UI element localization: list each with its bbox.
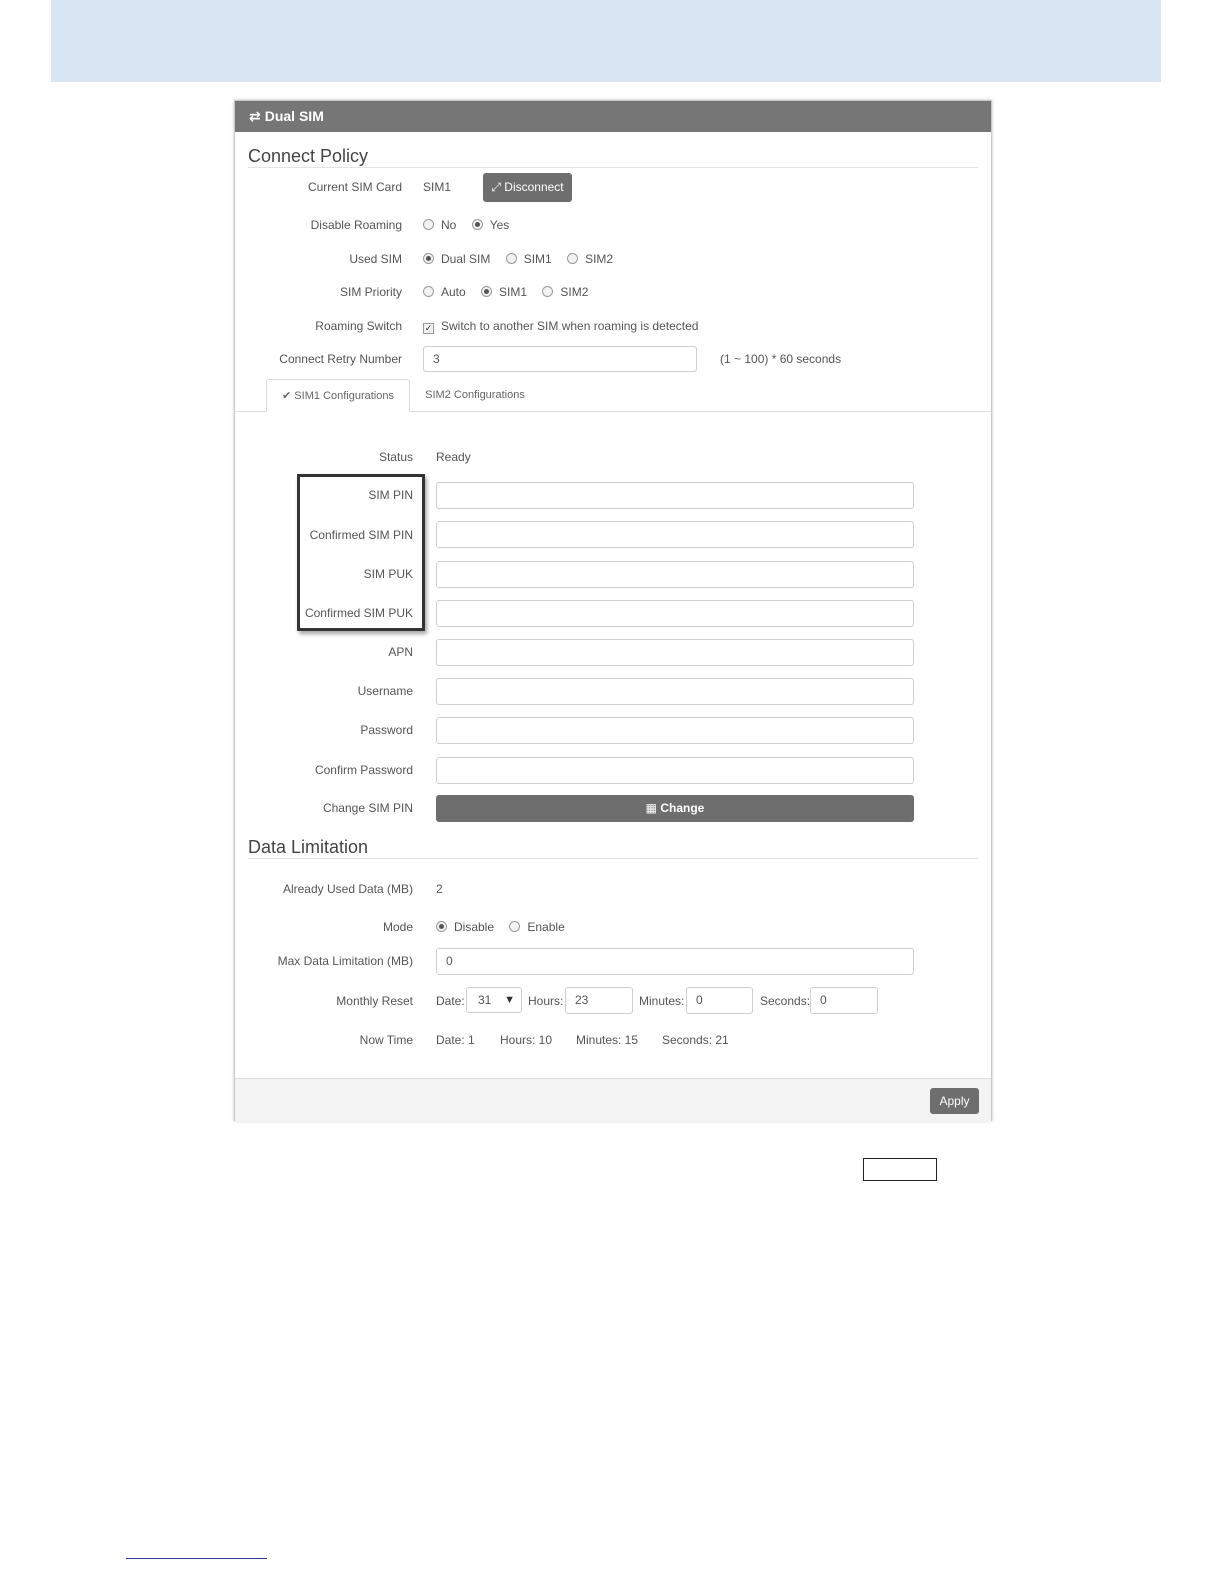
- mode-disable-option[interactable]: Disable: [436, 920, 494, 934]
- now-hours: Hours: 10: [500, 1033, 553, 1047]
- dropdown-arrow-icon: ▼: [504, 994, 515, 1006]
- sim-priority-options: [423, 285, 600, 299]
- radio-selected-icon[interactable]: [436, 921, 447, 932]
- reset-seconds-label: Seconds:: [760, 994, 811, 1008]
- apply-button[interactable]: Apply: [930, 1088, 979, 1114]
- radio-selected-icon[interactable]: [472, 219, 483, 230]
- data-limitation-title: Data Limitation: [248, 837, 369, 857]
- monthly-reset-label: Monthly Reset: [336, 994, 413, 1008]
- used-data-label: Already Used Data (MB): [282, 882, 413, 896]
- roaming-no-option[interactable]: No: [423, 218, 456, 232]
- retry-input[interactable]: 3: [423, 346, 697, 372]
- reset-minutes-label: Minutes:: [639, 994, 685, 1008]
- confirmed-sim-puk-label: Confirmed SIM PUK: [304, 606, 413, 620]
- priority-sim2-option[interactable]: SIM2: [542, 285, 588, 299]
- confirmed-sim-puk-input[interactable]: [436, 600, 914, 627]
- used-data-value: 2: [436, 882, 443, 896]
- radio-icon[interactable]: [423, 286, 434, 297]
- current-sim-label: Current SIM Card: [307, 180, 402, 194]
- sim-puk-label: SIM PUK: [363, 567, 413, 581]
- roaming-switch-option[interactable]: ✓ Switch to another SIM when roaming is detected: [424, 319, 699, 333]
- radio-selected-icon[interactable]: [423, 253, 434, 264]
- checkbox-checked-icon[interactable]: ✓: [424, 323, 433, 333]
- priority-auto-option[interactable]: Auto: [423, 285, 466, 299]
- apn-label: APN: [388, 645, 413, 659]
- password-label: Password: [360, 723, 413, 737]
- used-sim-label: Used SIM: [349, 252, 402, 266]
- reset-hours-label: Hours:: [528, 994, 564, 1008]
- priority-sim1-option[interactable]: SIM1: [481, 285, 527, 299]
- connect-policy-title: Connect Policy: [248, 146, 369, 166]
- tab-sim2-configurations[interactable]: SIM2 Configurations: [425, 389, 525, 401]
- footnote-line: [126, 1558, 267, 1559]
- apn-input[interactable]: [436, 639, 914, 666]
- reset-minutes-input[interactable]: 0: [686, 987, 753, 1014]
- mode-enable-option[interactable]: Enable: [509, 920, 564, 934]
- divider: [248, 167, 978, 168]
- reset-seconds-input[interactable]: 0: [810, 987, 878, 1014]
- status-value: Ready: [436, 450, 471, 464]
- reset-date-label: Date:: [436, 994, 465, 1008]
- tab-sim1-configurations[interactable]: ✔ SIM1 Configurations: [266, 379, 410, 412]
- now-time-label: Now Time: [359, 1033, 413, 1047]
- change-button[interactable]: ▦ Change: [436, 795, 914, 822]
- mode-options: [436, 920, 577, 934]
- radio-icon[interactable]: [506, 253, 517, 264]
- used-sim-options: [423, 252, 625, 266]
- status-label: Status: [378, 450, 413, 464]
- roaming-yes-option[interactable]: Yes: [472, 218, 510, 232]
- radio-icon[interactable]: [567, 253, 578, 264]
- change-sim-pin-label: Change SIM PIN: [322, 801, 413, 815]
- panel-footer: [235, 1078, 991, 1122]
- used-sim-dual-option[interactable]: Dual SIM: [423, 252, 490, 266]
- max-data-label: Max Data Limitation (MB): [277, 954, 413, 968]
- radio-selected-icon[interactable]: [481, 286, 492, 297]
- check-icon: ✔: [282, 390, 292, 402]
- radio-icon[interactable]: [423, 219, 434, 230]
- expand-arrows-icon: ⤢: [491, 180, 501, 194]
- dual-sim-panel: [234, 100, 992, 1121]
- sim-priority-label: SIM Priority: [339, 285, 402, 299]
- retry-label: Connect Retry Number: [279, 352, 402, 366]
- used-sim-sim2-option[interactable]: SIM2: [567, 252, 613, 266]
- username-label: Username: [357, 684, 413, 698]
- current-sim-value: SIM1: [423, 180, 452, 194]
- empty-box: [863, 1158, 937, 1181]
- mode-label: Mode: [382, 920, 413, 934]
- reset-hours-input[interactable]: 23: [565, 987, 633, 1014]
- pin-puk-highlight-box: [297, 474, 425, 631]
- disable-roaming-label: Disable Roaming: [310, 218, 402, 232]
- disable-roaming-options: [423, 218, 521, 232]
- username-input[interactable]: [436, 678, 914, 705]
- grid-icon: ▦: [645, 801, 657, 815]
- sim-pin-input[interactable]: [436, 482, 914, 509]
- now-date: Date: 1: [436, 1033, 475, 1047]
- max-data-input[interactable]: 0: [436, 948, 914, 975]
- confirm-password-input[interactable]: [436, 757, 914, 784]
- reset-date-select[interactable]: 31 ▼: [466, 987, 522, 1013]
- confirmed-sim-pin-label: Confirmed SIM PIN: [309, 528, 413, 542]
- roaming-switch-label: Roaming Switch: [315, 319, 402, 333]
- panel-header: [235, 101, 991, 132]
- password-input[interactable]: [436, 717, 914, 744]
- swap-arrows-icon: ⇄: [249, 108, 261, 124]
- now-seconds: Seconds: 21: [662, 1033, 729, 1047]
- confirmed-sim-pin-input[interactable]: [436, 521, 914, 548]
- disconnect-button[interactable]: ⤢ Disconnect: [483, 173, 572, 202]
- top-banner: [51, 0, 1161, 82]
- radio-icon[interactable]: [509, 921, 520, 932]
- retry-hint: (1 ~ 100) * 60 seconds: [720, 352, 842, 366]
- radio-icon[interactable]: [542, 286, 553, 297]
- now-minutes: Minutes: 15: [576, 1033, 639, 1047]
- sim-pin-label: SIM PIN: [368, 488, 413, 502]
- confirm-password-label: Confirm Password: [314, 763, 413, 777]
- divider: [248, 858, 978, 859]
- sim-puk-input[interactable]: [436, 561, 914, 588]
- panel-title: Dual SIM: [264, 108, 324, 124]
- used-sim-sim1-option[interactable]: SIM1: [506, 252, 552, 266]
